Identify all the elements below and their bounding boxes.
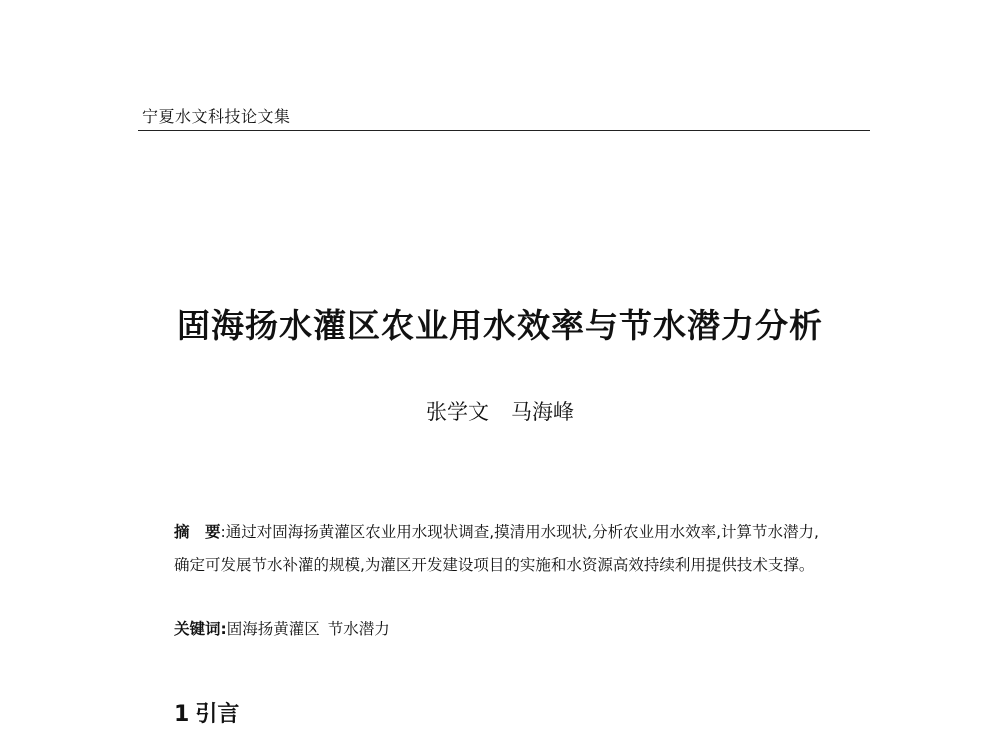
keyword: 节水潜力 — [327, 620, 390, 638]
author-name: 马海峰 — [511, 400, 574, 424]
keywords — [174, 617, 390, 639]
keywords-colon: : — [220, 620, 227, 638]
abstract-label: 摘 要 — [174, 523, 221, 541]
keywords-label: 关键词 — [174, 620, 221, 638]
section-title: 引言 — [195, 702, 240, 727]
abstract — [174, 516, 834, 582]
abstract-text: 通过对固海扬黄灌区农业用水现状调查,摸清用水现状,分析农业用水效率,计算节水潜力,确定可发展节水补灌的规模,为灌区开发建设项目的实施和水资源高效持续利用提供技术支撑。 — [174, 523, 819, 574]
header-rule — [138, 130, 870, 131]
running-header: 宁夏水文科技论文集 — [142, 107, 291, 126]
author-list — [0, 396, 1000, 426]
section-heading — [174, 697, 239, 728]
abstract-colon: : — [220, 523, 226, 541]
keyword: 固海扬黄灌区 — [226, 620, 320, 638]
paper-title: 固海扬水灌区农业用水效率与节水潜力分析 — [177, 306, 823, 345]
section-number: 1 — [174, 702, 190, 727]
author-name: 张学文 — [426, 400, 489, 424]
